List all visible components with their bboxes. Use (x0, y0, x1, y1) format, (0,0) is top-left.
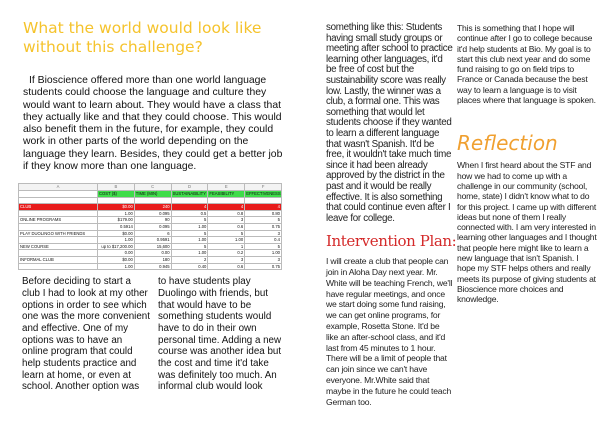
spreadsheet-cell (19, 263, 98, 270)
spreadsheet-cell: 1 (208, 243, 245, 250)
spreadsheet-cell: 0.00 (134, 250, 171, 257)
comparison-spreadsheet (18, 183, 282, 270)
spreadsheet-cell (19, 190, 98, 197)
spreadsheet-cell: 4 (245, 204, 282, 211)
spreadsheet-row (19, 197, 282, 204)
spreadsheet-cell: EFFECTIVENESS (246, 190, 281, 196)
intervention-plan-heading: Intervention Plan: (326, 232, 457, 251)
spreadsheet-row (19, 237, 282, 244)
spreadsheet-cell: 1.00 (171, 250, 208, 257)
spreadsheet-cell: 0.5 (171, 210, 208, 217)
spreadsheet-cell: FEASIBILITY (208, 190, 245, 197)
spreadsheet-row (19, 184, 282, 191)
spreadsheet-cell: 4 (208, 204, 245, 211)
spreadsheet-cell: 0.00 (98, 250, 135, 257)
options-paragraph-3: something like this: Students having small study groups or meeting after school to practice learning other languages, it'd be free of cost but the sustainability score was really low. Lastly, the winner was a club, a formal one. This was something that would let students choose if they wanted to learn a different language that wasn't Spanish. It'd be free, it wouldn't take much time since it had been already approved by the district in the past and it would be really effective. It is also something that could continue even after I leave for college. (326, 22, 453, 224)
options-columns (18, 276, 285, 393)
spreadsheet-row (19, 256, 282, 263)
reflection-heading: Reflection (457, 131, 558, 156)
spreadsheet-cell: 5 (171, 230, 208, 237)
spreadsheet-cell: TIME (MIN) (134, 190, 171, 197)
spreadsheet-cell: INFORMAL CLUB (19, 256, 98, 263)
spreadsheet-row (19, 210, 282, 217)
spreadsheet-cell: 5 (208, 230, 245, 237)
spreadsheet-cell: 0.75 (245, 263, 282, 270)
spreadsheet-cell: 0.5914 (98, 223, 135, 230)
spreadsheet-cell (19, 197, 98, 204)
spreadsheet-cell: 2 (171, 256, 208, 263)
spreadsheet-cell: F (245, 184, 282, 191)
options-paragraph-1: Before deciding to start a club I had to look at my other options in order to see which one was the more convenient and effective. One of my options was to have an online program that could help students practice and learn at home, or even at school. Another option was (22, 276, 150, 393)
spreadsheet-cell: 3 (208, 217, 245, 224)
spreadsheet-row (19, 223, 282, 230)
spreadsheet-cell: 0.6 (208, 263, 245, 270)
left-column (18, 0, 285, 393)
spreadsheet-row (19, 230, 282, 237)
spreadsheet-cell (19, 237, 98, 244)
spreadsheet-cell (19, 250, 98, 257)
spreadsheet-cell: 3 (245, 230, 282, 237)
intervention-plan-body: I will create a club that people can join in Aloha Day next year. Mr. White will be teaching French, we'll have regular meetings, and once we start doing some fund raising, we can get online programs, for example, Rosetta Stone. It'd be like an after-school class, and it'd last from 45 minutes to 1 hour. There will be a limit of people that can join since we can't have everyone. Mr.White said that maybe in the future he could teach German too. (326, 256, 453, 407)
intro-paragraph: If Bioscience offered more than one world language students could choose the language and culture they would want to learn about. They would have a class that they actually like and that they could choose. This would also benefit them in the future, for example, they could work in other parts of the world depending on the language they learn. Besides, they could get a better job if they know more than one language. (23, 75, 283, 173)
spreadsheet-cell: 1.00 (171, 223, 208, 230)
spreadsheet-row (19, 190, 282, 197)
spreadsheet-cell: 0.40 (171, 263, 208, 270)
spreadsheet-row (19, 250, 282, 257)
spreadsheet-cell: E (208, 184, 245, 191)
spreadsheet-cell (19, 210, 98, 217)
spreadsheet-cell: 0.095 (134, 223, 171, 230)
spreadsheet-cell: 0.095 (134, 210, 171, 217)
spreadsheet-cell: 15,600 (134, 243, 171, 250)
spreadsheet-cell: 90 (134, 217, 171, 224)
spreadsheet-cell: 0.945 (134, 263, 171, 270)
spreadsheet-cell (98, 197, 135, 204)
spreadsheet-cell: C (134, 184, 171, 191)
spreadsheet-cell: 6 (134, 230, 171, 237)
spreadsheet-cell: 1.00 (245, 250, 282, 257)
spreadsheet-cell: 0.8 (208, 210, 245, 217)
spreadsheet-cell: $0.00 (98, 230, 135, 237)
spreadsheet-cell: 3 (245, 256, 282, 263)
spreadsheet-cell: 0.2 (208, 250, 245, 257)
spreadsheet-cell (208, 197, 245, 204)
intervention-plan-continued: This is something that I hope will continue after I go to college because it'd help students at Bio. My goal is to start this club next year and do some fund raising to go on field trips to France or Canada because the best way to learn a language is to visit places where that language is spoken. (457, 23, 596, 106)
spreadsheet-cell: A (19, 184, 98, 191)
spreadsheet-cell: 240 (134, 204, 171, 211)
spreadsheet-cell: 1.00 (98, 210, 135, 217)
spreadsheet-cell: ONLINE PROGRAMS (19, 217, 98, 224)
spreadsheet-cell: 3 (208, 256, 245, 263)
spreadsheet-cell (134, 197, 171, 204)
spreadsheet-cell: 0.9591 (134, 237, 171, 244)
spreadsheet-cell: COST ($) (98, 190, 135, 197)
spreadsheet-cell: PLAY DUOLINGO WITH FRIENDS (19, 230, 98, 237)
spreadsheet-cell: 1.00 (171, 237, 208, 244)
spreadsheet-cell: B (98, 184, 135, 191)
spreadsheet-cell (245, 197, 282, 204)
options-paragraph-2: to have students play Duolingo with friends, but that would have to be something students would have to do in their own personal time. Adding a new course was another idea but the cost and time it'd take was definitely too much. An informal club would look (158, 276, 282, 393)
spreadsheet-cell: 0.6 (208, 223, 245, 230)
spreadsheet-cell: SUSTAINABILITY (172, 190, 207, 196)
spreadsheet-cell: 4 (171, 204, 208, 211)
spreadsheet-cell: 5 (245, 217, 282, 224)
spreadsheet-cell: 5 (171, 243, 208, 250)
spreadsheet-cell: CLUB (19, 204, 98, 211)
spreadsheet-cell (171, 197, 208, 204)
spreadsheet-cell: 5 (171, 217, 208, 224)
spreadsheet-cell: 0.75 (245, 223, 282, 230)
middle-column (326, 0, 457, 407)
spreadsheet-cell: 5 (245, 243, 282, 250)
section-title-world-without-challenge: What the world would look like without this challenge? (23, 19, 262, 56)
spreadsheet-cell: 1.00 (98, 263, 135, 270)
spreadsheet-cell: $179.00 (98, 217, 135, 224)
spreadsheet-cell: $0.00 (98, 204, 135, 211)
right-column (457, 0, 598, 305)
spreadsheet-cell (19, 223, 98, 230)
spreadsheet-row (19, 204, 282, 211)
spreadsheet-row (19, 263, 282, 270)
spreadsheet-cell: 180 (134, 256, 171, 263)
spreadsheet-cell: 1.00 (208, 237, 245, 244)
spreadsheet-cell: up to $17,200.00 (98, 243, 135, 250)
spreadsheet-row (19, 217, 282, 224)
spreadsheet-cell: $0.00 (98, 256, 135, 263)
spreadsheet-cell: 0.80 (245, 210, 282, 217)
spreadsheet-cell: 0.4 (245, 237, 282, 244)
spreadsheet-cell: 1.00 (98, 237, 135, 244)
spreadsheet-cell: D (171, 184, 208, 191)
reflection-body: When I first heard about the STF and how we had to come up with a challenge in our community (school, home, state) I didn't know what to do for this project. I came up with different ideas but none of them I really connected with. I am very interested in learning other languages and I thought that people here might like to learn a new language that isn't Spanish. I hope my STF helps others and really meets its purpose of giving students at Bioscience more choices and knowledge. (457, 160, 597, 305)
spreadsheet-cell: NEW COURSE (19, 243, 98, 250)
spreadsheet-row (19, 243, 282, 250)
